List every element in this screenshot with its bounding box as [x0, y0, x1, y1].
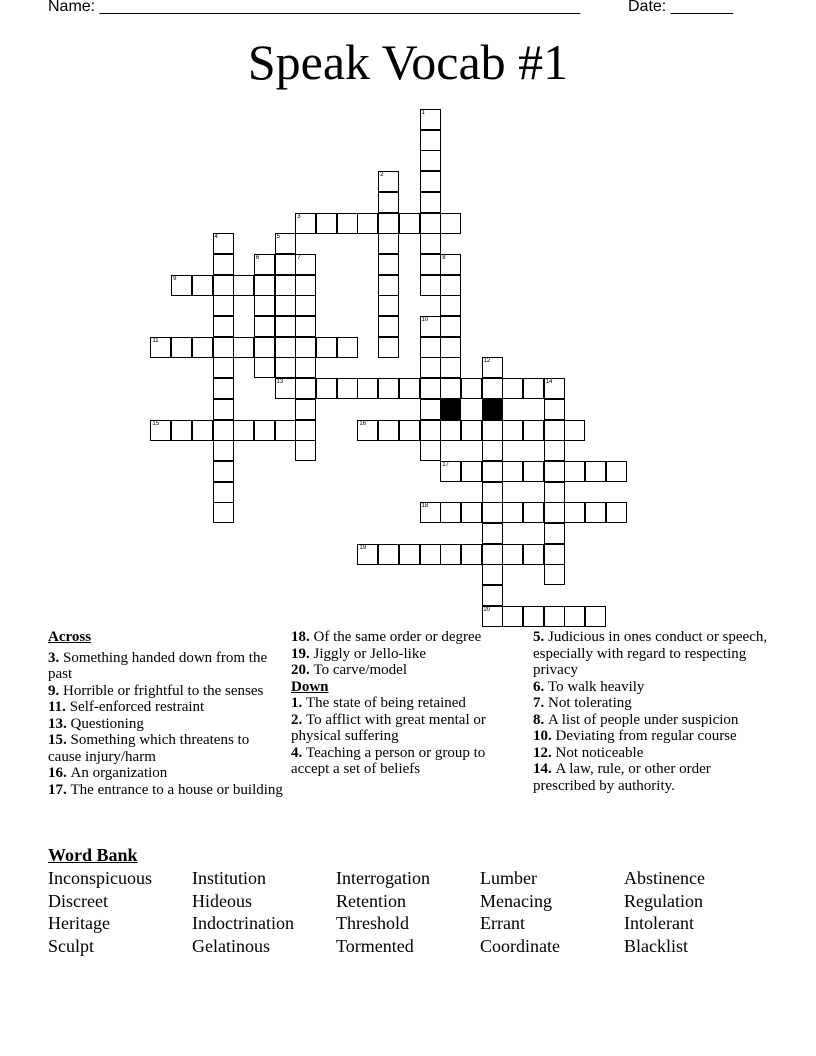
- grid-cell[interactable]: [440, 316, 461, 337]
- word-bank-word: Discreet: [48, 890, 108, 911]
- clue-number: 6: [255, 254, 260, 261]
- clue-number: 19: [359, 544, 367, 551]
- clue-number: 4: [214, 234, 218, 241]
- word-bank-word: Regulation: [624, 890, 703, 911]
- clue-text: To afflict with great mental or physical suffering: [291, 711, 486, 744]
- clue-number: 16.: [48, 765, 71, 781]
- grid-cell[interactable]: [275, 378, 296, 399]
- clue-text: An organization: [70, 765, 168, 781]
- grid-cell[interactable]: [523, 461, 544, 482]
- clue-number: 3: [297, 213, 301, 220]
- word-bank-word: Sculpt: [48, 935, 95, 956]
- clue-text: A list of people under suspicion: [548, 711, 739, 728]
- grid-cell[interactable]: [192, 275, 213, 296]
- clue-number: 2.: [291, 711, 306, 728]
- grid-cell[interactable]: [295, 337, 316, 358]
- clue-text: Not tolerating: [548, 695, 632, 711]
- word-bank-word: Intolerant: [624, 913, 694, 933]
- name-label: Name: ______________________________________________________: [48, 0, 581, 15]
- grid-cell[interactable]: [295, 275, 316, 296]
- grid-cell[interactable]: [295, 420, 316, 441]
- grid-cell[interactable]: [171, 275, 192, 296]
- clue: [291, 629, 521, 646]
- grid-cell[interactable]: [295, 213, 316, 234]
- clue-text: Teaching a person or group to accept a set of beliefs: [291, 744, 486, 777]
- word-bank-word: Lumber: [480, 868, 537, 888]
- clue-number: 14.: [533, 761, 556, 777]
- clue-number: 19.: [291, 645, 314, 662]
- grid-cell[interactable]: [440, 275, 461, 296]
- grid-cell[interactable]: [420, 399, 441, 420]
- grid-cell[interactable]: [399, 378, 420, 399]
- grid-cell[interactable]: [378, 420, 399, 441]
- grid-cell[interactable]: [523, 502, 544, 523]
- grid-cell[interactable]: [440, 337, 461, 358]
- grid-cell[interactable]: [420, 440, 441, 461]
- grid-cell[interactable]: [420, 213, 441, 234]
- clue-number: 8: [442, 254, 446, 261]
- clue: [291, 662, 521, 679]
- page-title: Speak Vocab #1: [247, 34, 569, 90]
- grid-cell[interactable]: [461, 420, 482, 441]
- grid-cell[interactable]: [502, 502, 523, 523]
- clue-text: Jiggly or Jello-like: [313, 645, 426, 662]
- grid-cell[interactable]: [378, 275, 399, 296]
- grid-cell[interactable]: [482, 482, 503, 503]
- clue-text: To carve/model: [313, 662, 407, 678]
- clue-text: To walk heavily: [548, 678, 645, 695]
- grid-cell[interactable]: [233, 275, 254, 296]
- grid-cell[interactable]: [213, 337, 234, 358]
- across-heading: Across: [48, 629, 92, 645]
- grid-cell[interactable]: [337, 378, 358, 399]
- clue-text: The entrance to a house or building: [70, 781, 283, 798]
- grid-cell[interactable]: [213, 482, 234, 503]
- grid-cell[interactable]: [150, 337, 171, 358]
- grid-cell[interactable]: [295, 399, 316, 420]
- grid-cell[interactable]: [482, 357, 503, 378]
- grid-cell[interactable]: [275, 337, 296, 358]
- grid-cell[interactable]: [213, 316, 234, 337]
- black-cell: [440, 399, 461, 420]
- clues-column-2: [291, 628, 521, 778]
- grid-cell[interactable]: [544, 523, 565, 544]
- clue-number: 5.: [533, 629, 548, 645]
- word-bank-word: Coordinate: [480, 935, 560, 956]
- grid-cell[interactable]: [171, 420, 192, 441]
- grid-cell[interactable]: [544, 502, 565, 523]
- grid-cell[interactable]: [523, 544, 544, 565]
- clue-number: 12.: [533, 744, 556, 761]
- grid-cell[interactable]: [316, 337, 337, 358]
- clue-text: Of the same order or degree: [313, 629, 482, 645]
- grid-cell[interactable]: [420, 337, 441, 358]
- grid-cell[interactable]: [357, 544, 378, 565]
- grid-cell[interactable]: [482, 564, 503, 585]
- grid-cell[interactable]: [420, 233, 441, 254]
- grid-cell[interactable]: [275, 254, 296, 275]
- grid-cell[interactable]: [440, 544, 461, 565]
- grid-cell[interactable]: [213, 399, 234, 420]
- clues-column-1: [48, 628, 283, 798]
- grid-cell[interactable]: [440, 254, 461, 275]
- grid-cell[interactable]: [378, 171, 399, 192]
- grid-cell[interactable]: [482, 420, 503, 441]
- clue-number: 10.: [533, 728, 556, 744]
- grid-cell[interactable]: [192, 337, 213, 358]
- grid-cell[interactable]: [275, 420, 296, 441]
- clue-number: 9: [173, 275, 177, 282]
- grid-cell[interactable]: [420, 316, 441, 337]
- grid-cell[interactable]: [502, 420, 523, 441]
- clue-text: Questioning: [70, 715, 144, 732]
- word-bank-word: Abstinence: [624, 868, 705, 888]
- clue: [48, 765, 283, 782]
- clue-number: 11.: [48, 699, 70, 715]
- grid-cell[interactable]: [420, 544, 441, 565]
- clue: [533, 761, 768, 794]
- grid-cell[interactable]: [213, 233, 234, 254]
- clue-text: Not noticeable: [555, 744, 644, 761]
- clue-number: 7: [297, 254, 301, 261]
- clues-column-3: [533, 628, 768, 794]
- grid-cell[interactable]: [275, 316, 296, 337]
- grid-cell[interactable]: [544, 606, 565, 627]
- grid-cell[interactable]: [482, 440, 503, 461]
- grid-cell[interactable]: [254, 316, 275, 337]
- grid-cell[interactable]: [482, 523, 503, 544]
- grid-cell[interactable]: [378, 213, 399, 234]
- grid-cell[interactable]: [150, 420, 171, 441]
- clue-text: A law, rule, or other order prescribed by authority.: [533, 761, 711, 794]
- grid-cell[interactable]: [213, 420, 234, 441]
- clue-number: 6.: [533, 678, 548, 695]
- clue-number: 4.: [291, 744, 306, 761]
- grid-cell[interactable]: [585, 461, 606, 482]
- grid-cell[interactable]: [544, 482, 565, 503]
- grid-cell[interactable]: [420, 275, 441, 296]
- grid-cell[interactable]: [440, 213, 461, 234]
- clue: [291, 745, 521, 778]
- grid-cell[interactable]: [399, 213, 420, 234]
- grid-cell[interactable]: [378, 378, 399, 399]
- grid-cell[interactable]: [275, 295, 296, 316]
- grid-cell[interactable]: [213, 378, 234, 399]
- grid-cell[interactable]: [213, 461, 234, 482]
- grid-cell[interactable]: [378, 192, 399, 213]
- grid-cell[interactable]: [544, 440, 565, 461]
- clue-number: 14: [545, 379, 553, 386]
- clue: [533, 745, 768, 762]
- grid-cell[interactable]: [357, 213, 378, 234]
- grid-cell[interactable]: [357, 378, 378, 399]
- clue-text: Deviating from regular course: [555, 728, 737, 744]
- grid-cell[interactable]: [420, 130, 441, 151]
- grid-cell[interactable]: [523, 378, 544, 399]
- grid-cell[interactable]: [544, 544, 565, 565]
- grid-cell[interactable]: [295, 378, 316, 399]
- word-bank-title: Word Bank: [48, 845, 138, 865]
- clue-number: 9.: [48, 682, 63, 699]
- grid-cell[interactable]: [585, 502, 606, 523]
- grid-cell[interactable]: [420, 357, 441, 378]
- grid-cell[interactable]: [213, 275, 234, 296]
- grid-cell[interactable]: [378, 233, 399, 254]
- black-cell: [482, 399, 503, 420]
- clue: [533, 695, 768, 712]
- grid-cell[interactable]: [482, 585, 503, 606]
- grid-cell[interactable]: [420, 254, 441, 275]
- grid-cell[interactable]: [420, 420, 441, 441]
- grid-cell[interactable]: [544, 564, 565, 585]
- clue-number: 11: [152, 337, 159, 344]
- grid-cell[interactable]: [254, 337, 275, 358]
- grid-cell[interactable]: [440, 295, 461, 316]
- clue-number: 1: [421, 110, 425, 116]
- grid-cell[interactable]: [482, 544, 503, 565]
- word-bank-word: Tormented: [336, 935, 414, 956]
- clue-number: 18: [421, 503, 429, 510]
- grid-cell[interactable]: [337, 337, 358, 358]
- clue: [291, 695, 521, 712]
- grid-cell[interactable]: [295, 316, 316, 337]
- grid-cell[interactable]: [316, 378, 337, 399]
- clue-number: 10: [421, 317, 429, 323]
- grid-cell[interactable]: [213, 440, 234, 461]
- word-bank-word: Retention: [336, 890, 406, 911]
- clue-number: 2: [380, 172, 384, 179]
- grid-cell[interactable]: [378, 316, 399, 337]
- grid-cell[interactable]: [378, 254, 399, 275]
- grid-cell[interactable]: [544, 399, 565, 420]
- grid-cell[interactable]: [440, 502, 461, 523]
- grid-cell[interactable]: [440, 357, 461, 378]
- grid-cell[interactable]: [564, 606, 585, 627]
- clue-number: 13.: [48, 715, 71, 732]
- clue-text: Something which threatens to cause injury/harm: [48, 732, 250, 765]
- word-bank-word: Heritage: [48, 913, 110, 933]
- grid-cell[interactable]: [213, 254, 234, 275]
- grid-cell[interactable]: [378, 295, 399, 316]
- clue-number: 16: [359, 420, 367, 427]
- clue: [48, 716, 283, 733]
- clue: [48, 732, 283, 765]
- grid-cell[interactable]: [254, 275, 275, 296]
- grid-cell[interactable]: [399, 420, 420, 441]
- clue-text: The state of being retained: [306, 695, 466, 711]
- word-bank-word: Gelatinous: [192, 935, 270, 956]
- grid-cell[interactable]: [337, 213, 358, 234]
- grid-cell[interactable]: [482, 502, 503, 523]
- grid-cell[interactable]: [254, 420, 275, 441]
- grid-cell[interactable]: [254, 295, 275, 316]
- clue-number: 18.: [291, 629, 314, 645]
- word-bank-word: Threshold: [336, 913, 409, 933]
- grid-cell[interactable]: [461, 502, 482, 523]
- grid-cell[interactable]: [254, 254, 275, 275]
- clue-number: 12: [483, 358, 491, 365]
- grid-cell[interactable]: [378, 544, 399, 565]
- clue: [533, 679, 768, 696]
- word-bank-word: Inconspicuous: [48, 868, 152, 888]
- clue-number: 17.: [48, 781, 71, 798]
- grid-cell[interactable]: [523, 420, 544, 441]
- grid-cell[interactable]: [502, 378, 523, 399]
- clue-number: 8.: [533, 711, 548, 728]
- clue-number: 20: [483, 606, 491, 613]
- grid-cell[interactable]: [482, 606, 503, 627]
- grid-cell[interactable]: [213, 295, 234, 316]
- clue: [48, 699, 283, 716]
- grid-cell[interactable]: [420, 502, 441, 523]
- grid-cell[interactable]: [523, 606, 544, 627]
- grid-cell[interactable]: [440, 420, 461, 441]
- grid-cell[interactable]: [606, 502, 627, 523]
- grid-cell[interactable]: [420, 150, 441, 171]
- clue-number: 5: [276, 234, 280, 241]
- grid-cell[interactable]: [564, 461, 585, 482]
- grid-cell[interactable]: [440, 378, 461, 399]
- word-bank-word: Menacing: [480, 890, 552, 911]
- grid-cell[interactable]: [482, 461, 503, 482]
- grid-cell[interactable]: [233, 337, 254, 358]
- clue: [48, 782, 283, 799]
- word-bank-word: Interrogation: [336, 868, 430, 888]
- grid-cell[interactable]: [440, 461, 461, 482]
- grid-cell[interactable]: [502, 544, 523, 565]
- grid-cell[interactable]: [275, 233, 296, 254]
- clue: [291, 712, 521, 745]
- grid-cell[interactable]: [275, 357, 296, 378]
- date-label: Date: _______: [628, 0, 733, 15]
- grid-cell[interactable]: [585, 606, 606, 627]
- clue-number: 13: [276, 379, 284, 386]
- grid-cell[interactable]: [544, 461, 565, 482]
- clue-number: 20.: [291, 662, 314, 678]
- grid-cell[interactable]: [482, 378, 503, 399]
- grid-cell[interactable]: [295, 295, 316, 316]
- clue: [533, 728, 768, 745]
- grid-cell[interactable]: [316, 213, 337, 234]
- clue: [48, 683, 283, 700]
- clue-text: Self-enforced restraint: [69, 699, 205, 715]
- grid-cell[interactable]: [502, 461, 523, 482]
- grid-cell[interactable]: [544, 420, 565, 441]
- grid-cell[interactable]: [213, 502, 234, 523]
- grid-cell[interactable]: [564, 502, 585, 523]
- grid-cell[interactable]: [420, 109, 441, 130]
- word-bank-word: Hideous: [192, 890, 252, 911]
- grid-cell[interactable]: [502, 606, 523, 627]
- clue: [291, 646, 521, 663]
- clue-number: 15: [152, 420, 160, 427]
- clue-text: Something handed down from the past: [48, 649, 268, 682]
- clue-number: 17: [442, 461, 449, 468]
- grid-cell[interactable]: [295, 254, 316, 275]
- grid-cell[interactable]: [275, 275, 296, 296]
- clue-number: 7.: [533, 695, 548, 711]
- grid-cell[interactable]: [544, 378, 565, 399]
- down-heading: Down: [291, 678, 329, 695]
- grid-cell[interactable]: [254, 357, 275, 378]
- grid-cell[interactable]: [564, 420, 585, 441]
- grid-cell[interactable]: [606, 461, 627, 482]
- grid-cell[interactable]: [420, 171, 441, 192]
- word-bank-word: Blacklist: [624, 935, 688, 956]
- clue-number: 15.: [48, 732, 71, 748]
- word-bank-word: Errant: [480, 913, 525, 933]
- clue-number: 1.: [291, 695, 306, 711]
- grid-cell[interactable]: [461, 544, 482, 565]
- grid-cell[interactable]: [233, 420, 254, 441]
- word-bank-word: Institution: [192, 868, 267, 888]
- grid-cell[interactable]: [461, 461, 482, 482]
- grid-cell[interactable]: [295, 440, 316, 461]
- clue-text: Horrible or frightful to the senses: [63, 682, 264, 699]
- word-bank-word: Indoctrination: [192, 913, 294, 933]
- grid-cell[interactable]: [171, 337, 192, 358]
- grid-cell[interactable]: [357, 420, 378, 441]
- clue: [533, 629, 768, 679]
- grid-cell[interactable]: [295, 357, 316, 378]
- clue: [533, 712, 768, 729]
- grid-cell[interactable]: [213, 357, 234, 378]
- grid-cell[interactable]: [420, 192, 441, 213]
- clue-number: 3.: [48, 649, 63, 666]
- word-bank: [48, 867, 768, 957]
- grid-cell[interactable]: [192, 420, 213, 441]
- grid-cell[interactable]: [420, 378, 441, 399]
- grid-cell[interactable]: [399, 544, 420, 565]
- grid-cell[interactable]: [461, 378, 482, 399]
- clue: [48, 650, 283, 683]
- grid-cell[interactable]: [378, 337, 399, 358]
- clue-text: Judicious in ones conduct or speech, especially with regard to respecting privacy: [533, 629, 768, 678]
